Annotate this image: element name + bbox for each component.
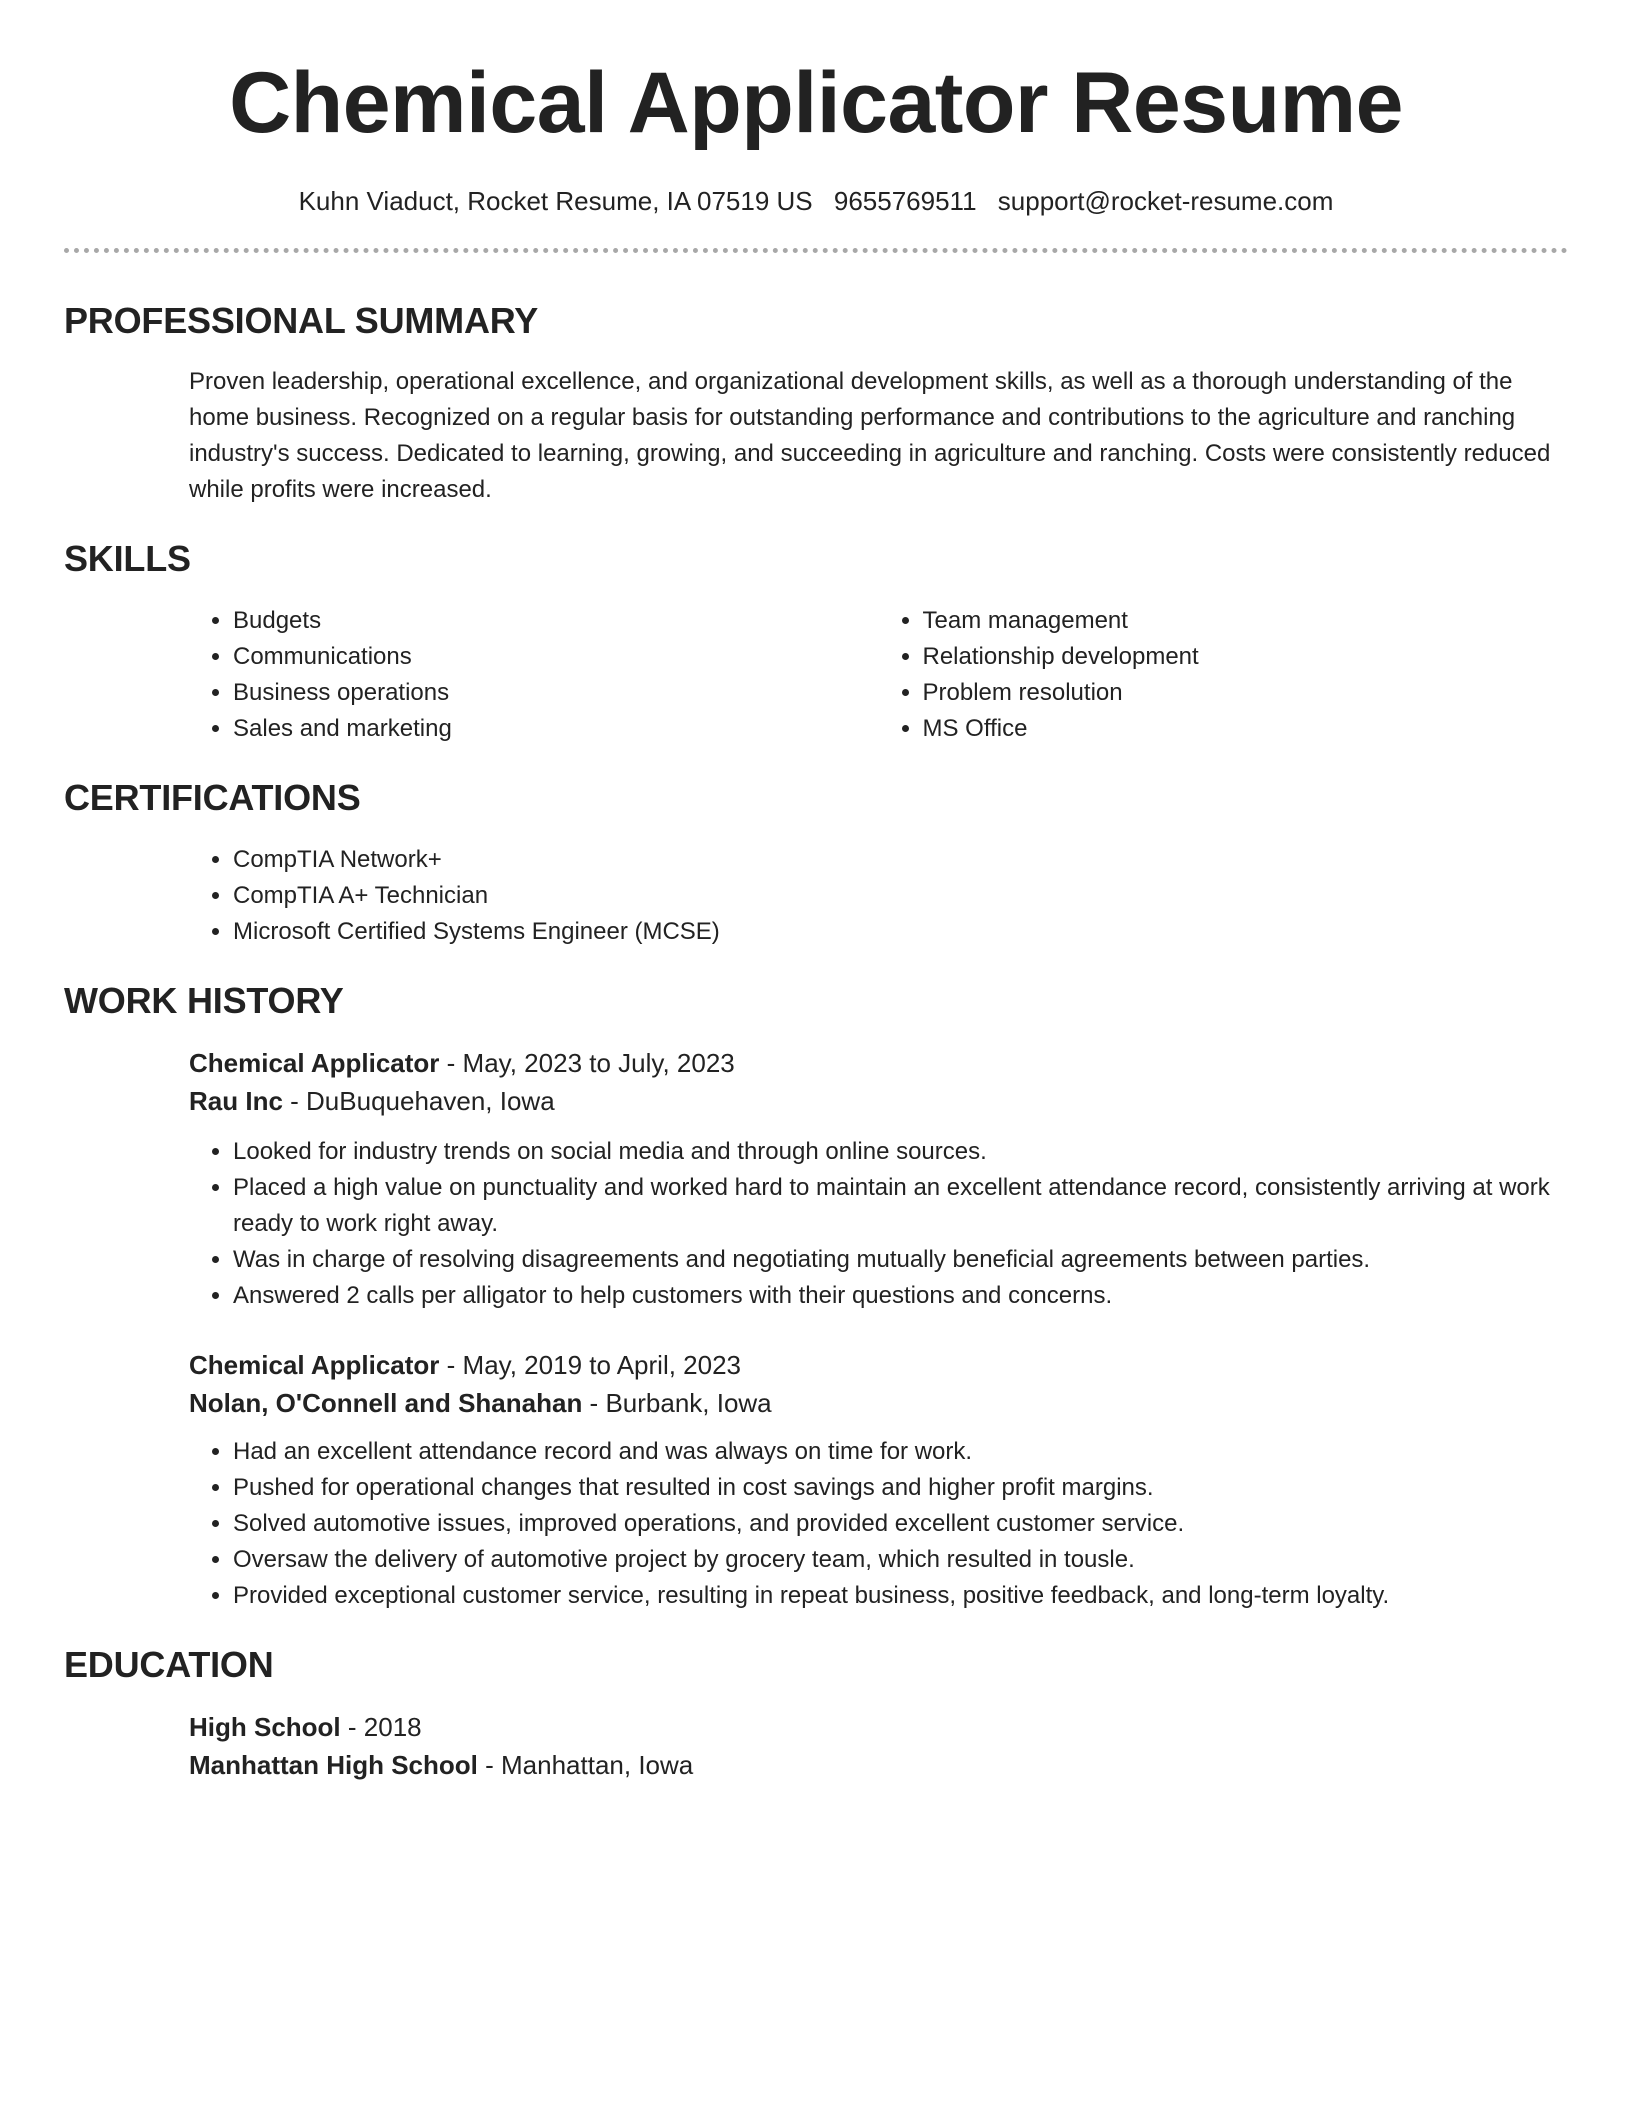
contact-email: support@rocket-resume.com	[997, 186, 1334, 216]
contact-line	[64, 188, 1568, 214]
job-company-line	[189, 1384, 1568, 1422]
skills-section	[64, 538, 1568, 747]
list-item: • Microsoft Certified Systems Engineer (MCSE)	[233, 914, 1568, 950]
certifications-section	[64, 777, 1568, 950]
dash-separator: -	[439, 1350, 463, 1380]
list-item: • Placed a high value on punctuality and worked hard to maintain an excellent attendance record, consistently arriving at work ready to work right away.	[233, 1170, 1568, 1242]
skills-list-left	[189, 603, 879, 747]
certifications-body	[189, 842, 1568, 950]
list-item: • Business operations	[233, 675, 879, 711]
dash-separator: -	[340, 1712, 364, 1742]
header-divider	[64, 248, 1568, 253]
education-school: Manhattan High School	[189, 1750, 478, 1780]
job-title-line	[189, 1346, 1568, 1384]
list-item: • Pushed for operational changes that resulted in cost savings and higher profit margins.	[233, 1470, 1568, 1506]
dash-separator: -	[477, 1750, 501, 1780]
job-company: Nolan, O'Connell and Shanahan	[189, 1388, 583, 1418]
list-item: • Oversaw the delivery of automotive project by grocery team, which resulted in tousle.	[233, 1542, 1568, 1578]
list-item: • CompTIA A+ Technician	[233, 878, 1568, 914]
education-location: Manhattan, Iowa	[501, 1750, 694, 1780]
summary-text: Proven leadership, operational excellence, and organizational development skills, as well as a thorough understanding of the home business. Recognized on a regular basis for outstanding performance and contributions to the agriculture and ranching industry's success. Dedicated to learning, growing, and succeeding in agriculture and ranching. Costs were consistently reduced while profits were increased.	[189, 368, 1551, 503]
contact-phone: 9655769511	[833, 186, 977, 216]
job-dates: May, 2019 to April, 2023	[462, 1350, 742, 1380]
list-item: • Problem resolution	[923, 675, 1569, 711]
list-item: • Solved automotive issues, improved operations, and provided excellent customer service.	[233, 1506, 1568, 1542]
list-item: • Had an excellent attendance record and was always on time for work.	[233, 1434, 1568, 1470]
education-section	[64, 1644, 1568, 1784]
list-item: • MS Office	[923, 711, 1569, 747]
list-item: • Looked for industry trends on social media and through online sources.	[233, 1134, 1568, 1170]
education-degree: High School	[189, 1712, 341, 1742]
job-bullets	[189, 1134, 1568, 1314]
job-title-line	[189, 1044, 1568, 1082]
skills-list-right	[879, 603, 1569, 747]
skills-heading: SKILLS	[64, 538, 191, 579]
contact-address: Kuhn Viaduct, Rocket Resume, IA 07519 US	[298, 186, 813, 216]
work-section	[64, 980, 1568, 1614]
job-dates: May, 2023 to July, 2023	[462, 1048, 735, 1078]
education-heading: EDUCATION	[64, 1644, 274, 1685]
education-degree-line	[189, 1708, 1568, 1746]
job-bullets	[189, 1434, 1568, 1614]
summary-section	[64, 300, 1568, 508]
list-item: • Sales and marketing	[233, 711, 879, 747]
page-title: Chemical Applicator Resume	[229, 55, 1403, 151]
education-year: 2018	[363, 1712, 422, 1742]
work-heading: WORK HISTORY	[64, 980, 344, 1021]
skills-grid	[189, 603, 1568, 747]
education-school-line	[189, 1746, 1568, 1784]
list-item: • Relationship development	[923, 639, 1569, 675]
job-entry	[189, 1044, 1568, 1314]
summary-heading: PROFESSIONAL SUMMARY	[64, 300, 539, 341]
job-location: Burbank, Iowa	[605, 1388, 772, 1418]
list-item: • Answered 2 calls per alligator to help customers with their questions and concerns.	[233, 1278, 1568, 1314]
list-item: • Budgets	[233, 603, 879, 639]
summary-body	[189, 364, 1568, 508]
list-item: • Communications	[233, 639, 879, 675]
job-company: Rau Inc	[189, 1086, 283, 1116]
list-item: • Was in charge of resolving disagreements and negotiating mutually beneficial agreements between parties.	[233, 1242, 1568, 1278]
education-entry	[189, 1708, 1568, 1784]
dash-separator: -	[439, 1048, 463, 1078]
job-company-line	[189, 1082, 1568, 1120]
job-title: Chemical Applicator	[189, 1048, 440, 1078]
list-item: • Provided exceptional customer service, resulting in repeat business, positive feedback, and long-term loyalty.	[233, 1578, 1568, 1614]
list-item: • CompTIA Network+	[233, 842, 1568, 878]
certifications-heading: CERTIFICATIONS	[64, 777, 361, 818]
certifications-list	[189, 842, 1568, 950]
job-location: DuBuquehaven, Iowa	[306, 1086, 555, 1116]
list-item: • Team management	[923, 603, 1569, 639]
dash-separator: -	[582, 1388, 606, 1418]
job-title: Chemical Applicator	[189, 1350, 440, 1380]
dash-separator: -	[282, 1086, 307, 1116]
job-entry	[189, 1346, 1568, 1614]
